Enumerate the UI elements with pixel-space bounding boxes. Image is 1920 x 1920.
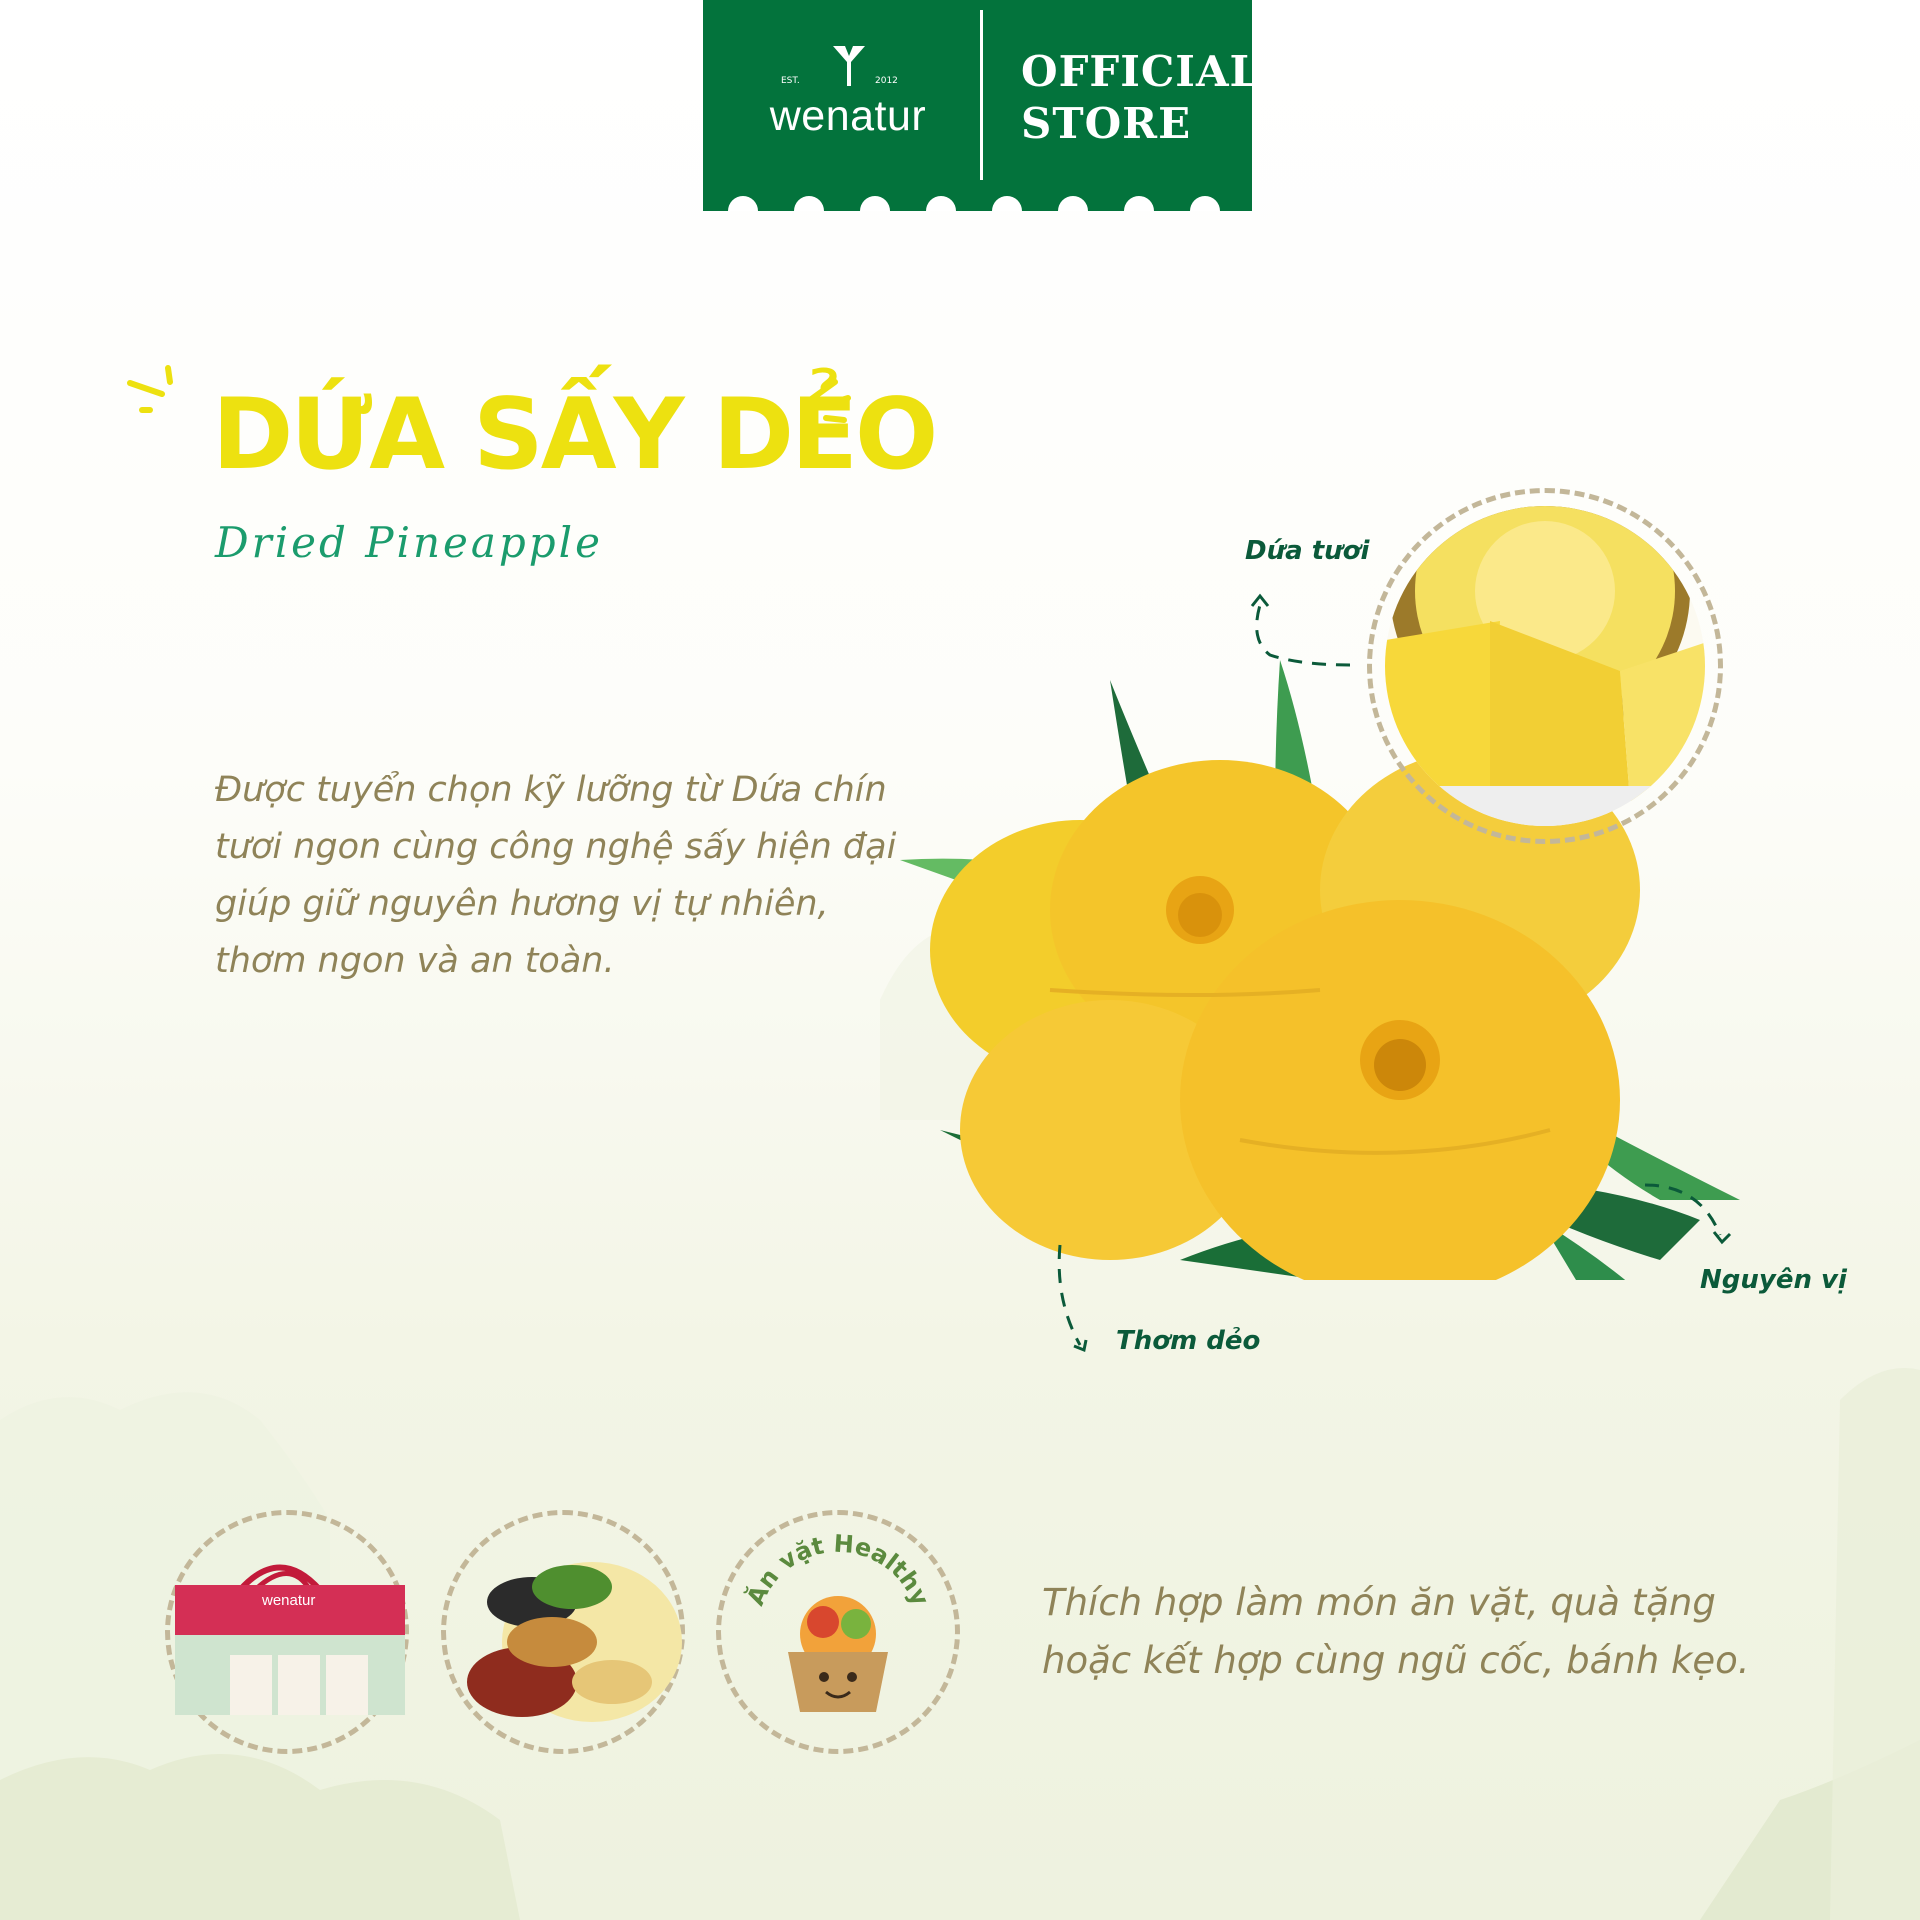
label-natural-flavor: Nguyên vị <box>1700 1265 1847 1295</box>
snack-badge-text: Ăn vặt Healthy <box>741 1529 935 1610</box>
label-chewy: Thơm dẻo <box>1116 1326 1261 1356</box>
label-fresh-pineapple: Dứa tươi <box>1245 536 1370 566</box>
gift-box-image <box>160 1545 420 1745</box>
product-subtitle: Dried Pineapple <box>215 518 603 567</box>
usage-description: Thích hợp làm món ăn vặt, quà tặng hoặc kết hợp cùng ngũ cốc, bánh kẹo. <box>1042 1581 1750 1682</box>
product-title: DỨA SẤY DẺO <box>212 378 936 492</box>
healthy-snack-mascot <box>718 1512 958 1752</box>
store-text: STORE <box>1021 99 1192 148</box>
product-description: Được tuyển chọn kỹ lưỡng từ Dứa chín tươi ngon cùng công nghệ sấy hiện đại giúp giữ nguyên hương vị tự nhiên, thơm ngon và an toàn. <box>215 770 897 981</box>
est-year: 2012 <box>875 76 898 86</box>
cereal-image <box>452 1532 682 1732</box>
est-label: EST. <box>781 76 800 86</box>
official-text: OFFICIAL <box>1021 47 1261 96</box>
gift-box-brand: wenatur <box>262 1592 316 1609</box>
brand-logo: wenatur <box>769 92 927 140</box>
